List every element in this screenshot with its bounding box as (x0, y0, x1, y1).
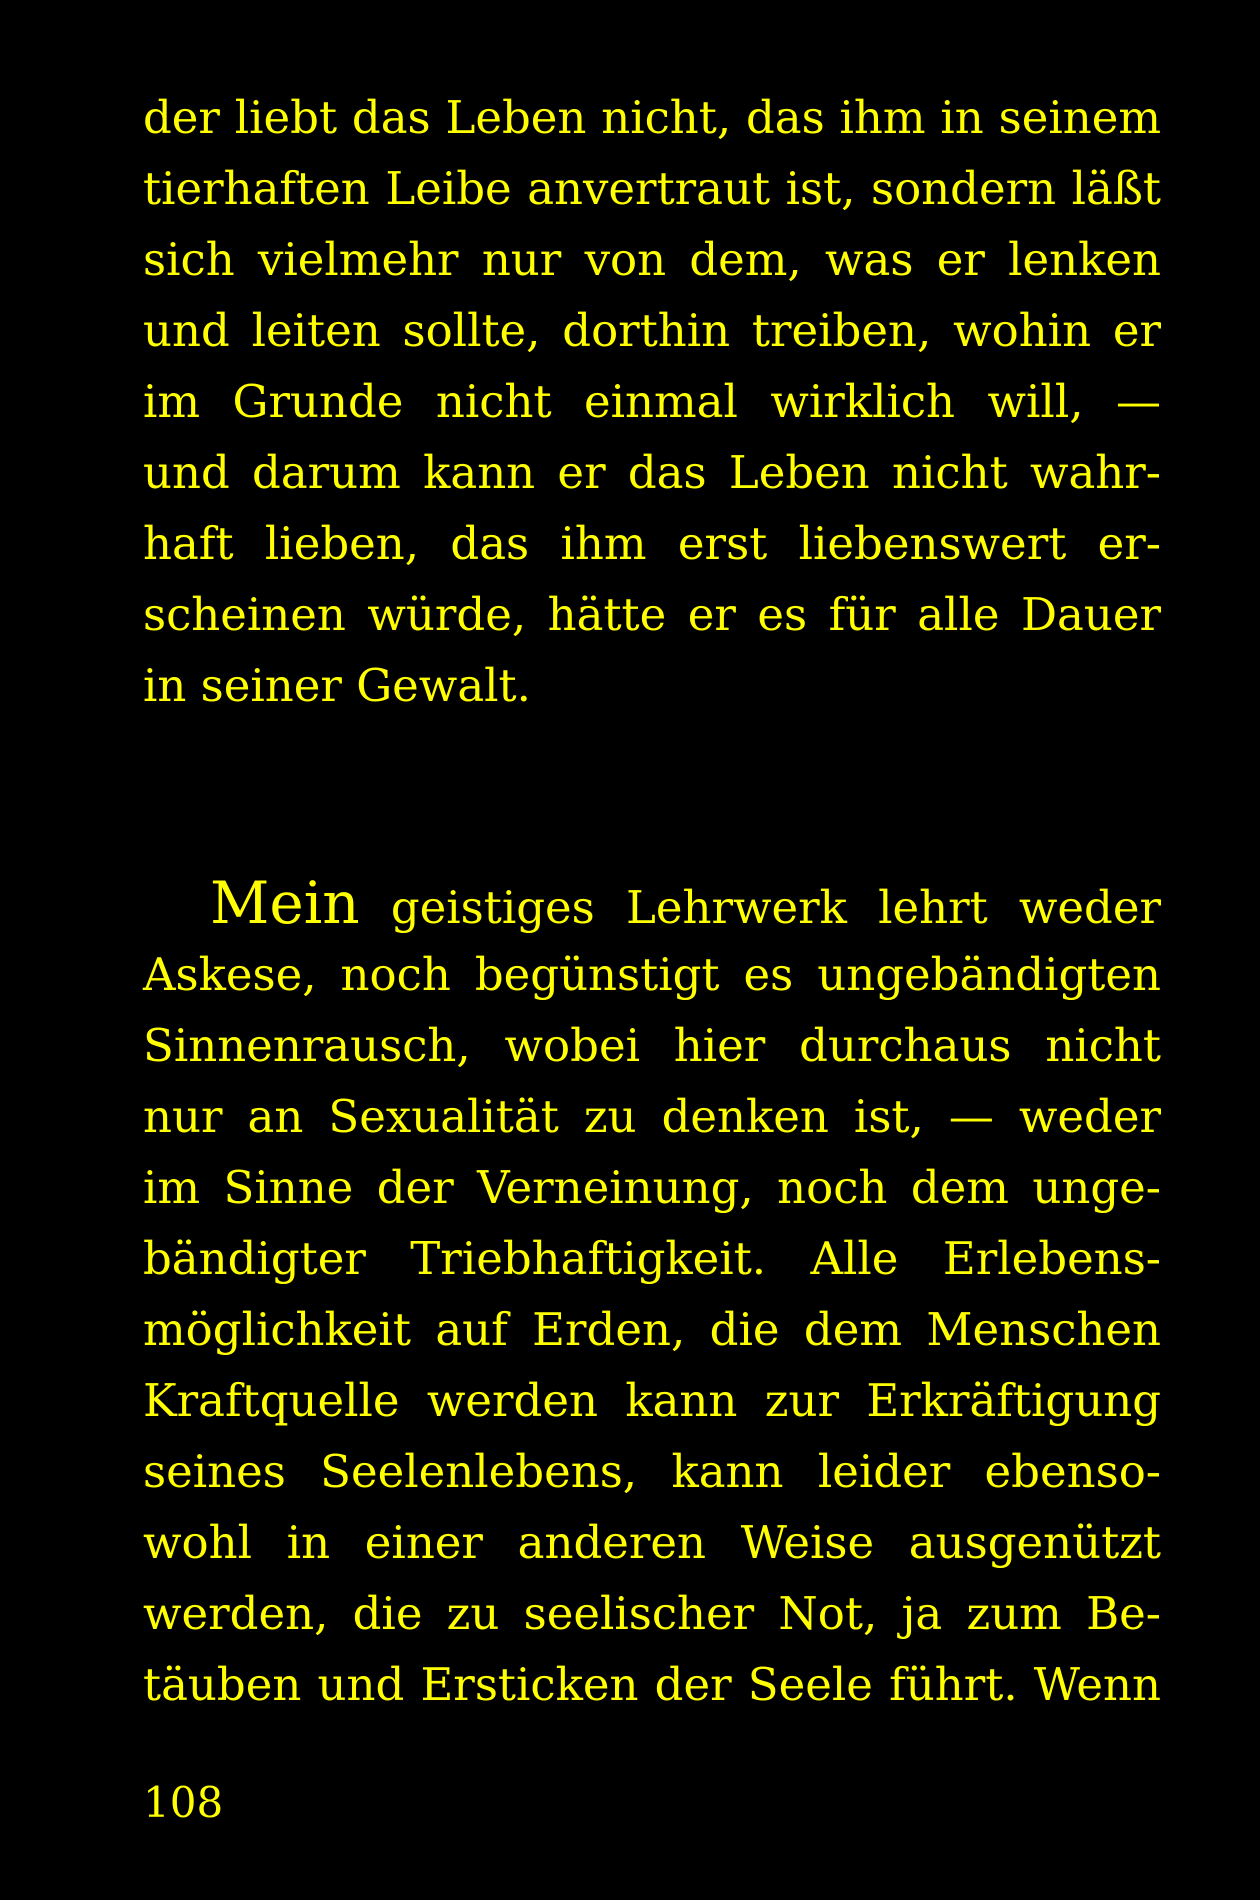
text-line: täuben und Ersticken der Seele führt. Wenn (143, 1658, 1161, 1711)
text-line: Askese, noch begünstigt es ungebändigten (143, 948, 1161, 1001)
text-line: und leiten sollte, dorthin treiben, wohin er (143, 304, 1161, 357)
text-line-rest: geistiges Lehrwerk lehrt weder (390, 881, 1161, 934)
text-line: und darum kann er das Leben nicht wahr- (143, 446, 1161, 499)
text-line: nur an Sexualität zu denken ist, — weder (143, 1090, 1161, 1143)
text-line: Kraftquelle werden kann zur Erkräftigung (143, 1374, 1161, 1427)
text-line: in seiner Gewalt. (143, 659, 531, 712)
paragraph-1 (143, 82, 1161, 721)
text-line: tierhaften Leibe anvertraut ist, sondern läßt (143, 162, 1161, 215)
opening-word: Mein (210, 869, 360, 937)
paragraph-2 (143, 868, 1161, 1720)
text-line: wohl in einer anderen Weise ausgenützt (143, 1516, 1161, 1569)
text-line: der liebt das Leben nicht, das ihm in seinem (143, 91, 1161, 144)
text-line: im Sinne der Verneinung, noch dem unge- (143, 1161, 1161, 1214)
text-line: möglichkeit auf Erden, die dem Menschen (143, 1303, 1161, 1356)
text-line: seines Seelenlebens, kann leider ebenso- (143, 1445, 1161, 1498)
page-number: 108 (143, 1778, 224, 1827)
text-line: sich vielmehr nur von dem, was er lenken (143, 233, 1161, 286)
text-line: scheinen würde, hätte er es für alle Dauer (143, 588, 1161, 641)
text-line: haft lieben, das ihm erst liebenswert er- (143, 517, 1161, 570)
text-line: im Grunde nicht einmal wirklich will, — (143, 375, 1161, 428)
text-line: Sinnenrausch, wobei hier durchaus nicht (143, 1019, 1161, 1072)
paragraph-opening-line (143, 868, 1161, 939)
text-line: werden, die zu seelischer Not, ja zum Be- (143, 1587, 1161, 1640)
text-line: bändigter Triebhaftigkeit. Alle Erlebens- (143, 1232, 1161, 1285)
